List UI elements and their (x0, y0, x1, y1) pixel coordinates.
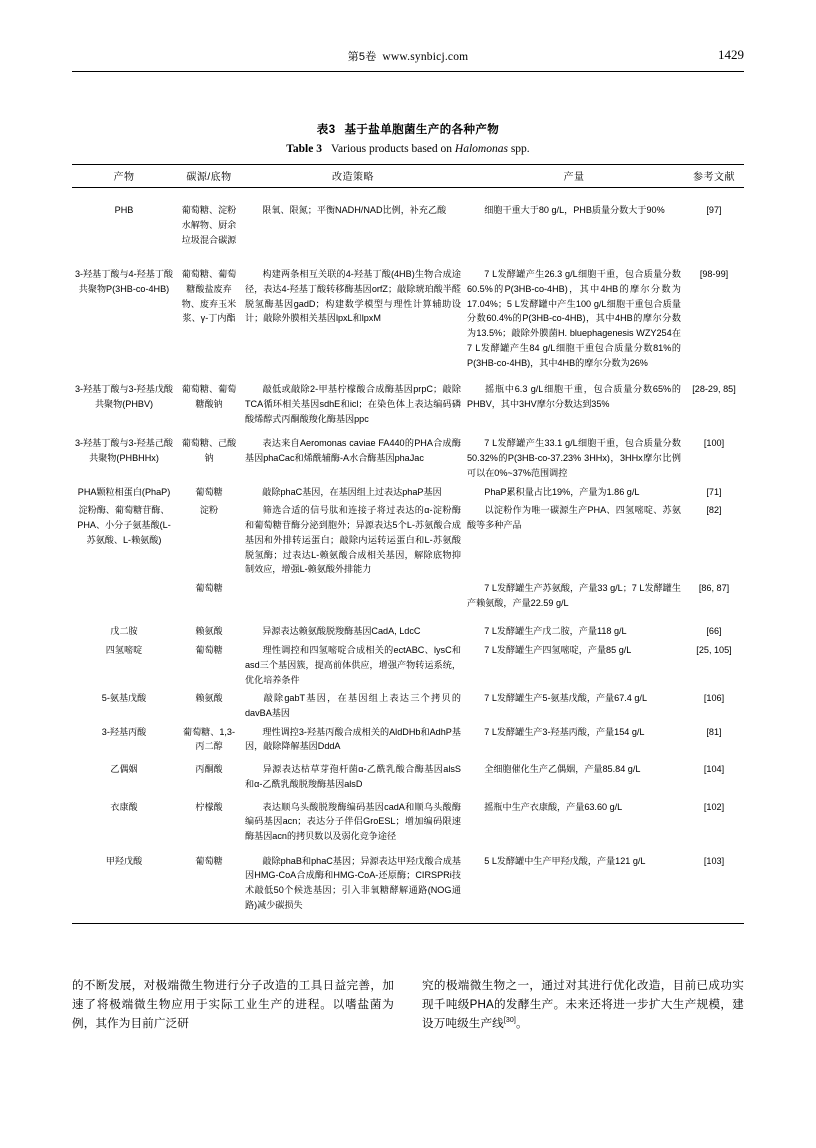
cell-strategy: 理性调控3-羟基丙酸合成相关的AldDHb和AdhP基因，敲除降解基因DddA (245, 726, 461, 752)
journal-volume: 第5卷 (347, 51, 377, 63)
cell-product: 3-羟基丁酸与3-羟基己酸共聚物(PHBHHx) (75, 438, 174, 464)
cell-reference: [66] (706, 626, 722, 637)
caption-en-title-post: spp. (507, 142, 530, 155)
cell-reference: [106] (703, 693, 725, 704)
cell-reference: [97] (706, 205, 722, 216)
journal-website: www.synbicj.com (382, 51, 469, 63)
cell-carbon: 葡萄糖、葡萄糖酸盐废弃物、废弃玉米浆、γ-丁内酯 (181, 269, 237, 324)
table-row (72, 380, 744, 428)
products-table (72, 164, 744, 924)
cell-strategy: 筛选合适的信号肽和连接子将过表达的α-淀粉酶和葡萄糖苷酶分泌到胞外；异源表达5个L-苏氨酸合成基因和外排转运蛋白；敲除内运转运蛋白和L-苏氨酸脱氢酶；过表达L-赖氨酸合成相关基因，解除底物抑制效应，增强L-赖氨酸外排能力 (245, 505, 461, 575)
table-row (72, 641, 744, 689)
cell-strategy: 构建两条相互关联的4-羟基丁酸(4HB)生物合成途径，表达4-羟基丁酸转移酶基因orfZ；敲除琥珀酸半醛脱氢酶基因gadD；构建数学模型与理性计算辅助设计；敲除外膜相关基因lpxL和lpxM (245, 269, 461, 324)
cell-reference: [71] (706, 486, 722, 497)
caption-en-title-pre: Various products based on (330, 142, 455, 155)
table-row (72, 372, 744, 380)
cell-carbon: 葡萄糖 (195, 486, 223, 497)
cell-product: 3-羟基丁酸与3-羟基戊酸共聚物(PHBV) (75, 384, 174, 410)
table-caption (72, 122, 744, 159)
header-rule (72, 71, 744, 72)
cell-reference: [28-29, 85] (692, 384, 736, 395)
table-row (72, 612, 744, 622)
body-right-period: 。 (515, 1017, 528, 1031)
page-number: 1429 (718, 47, 744, 62)
column-header-product: 产物 (113, 171, 135, 183)
page-header (72, 48, 744, 90)
cell-product (72, 579, 176, 612)
cell-yield: 摇瓶中生产衣康酸，产量63.60 g/L (484, 801, 623, 812)
cell-carbon: 丙酮酸 (195, 764, 223, 775)
document-page (0, 48, 816, 1148)
cell-strategy: 表达顺乌头酸脱羧酶编码基因cadA和顺乌头酸酶编码基因acn；表达分子伴侣GroESL；增加编码限速酶基因acn的拷贝数以及弱化竞争途径 (245, 801, 461, 841)
table-header-row (72, 164, 744, 187)
body-column-left: 的不断发展，对极端微生物进行分子改造的工具日益完善，加速了将极端微生物应用于实际工业生产的进程。以嗜盐菌为例，其作为目前广泛研 (72, 979, 394, 1031)
cell-yield: 7 L发酵罐生产四氢嘧啶，产量85 g/L (484, 645, 632, 656)
cell-carbon: 葡萄糖、1,3-丙二醇 (182, 726, 236, 752)
body-right-text: 究的极端微生物之一，通过对其进行优化改造，目前已成功实现千吨级PHA的发酵生产。未来还将进一步扩大生产规模，建设万吨级生产线 (422, 979, 744, 1031)
cell-strategy (242, 579, 464, 612)
cell-carbon: 赖氨酸 (195, 693, 223, 704)
cell-yield: 7 L发酵罐生产戊二胺，产量118 g/L (484, 626, 627, 637)
cell-yield: 7 L发酵罐产生26.3 g/L细胞干重，包合质量分数60.5%的P(3HB-co-4HB)，其中4HB的摩尔分数为17.04%；5 L发酵罐中产生100 g/L细胞干重包合质量分数60.4%的P(3HB-co-4HB)，其中4HB的摩尔分数为13.5%；敲除外膜菌H. bluephagenesis WZY254在7 L发酵罐产生84 g/L细胞干重包合质量分数81%的P(3HB-co-4HB)，其中4HB的摩尔分数为26% (467, 269, 681, 368)
cell-carbon: 葡萄糖 (195, 582, 223, 593)
cell-reference: [25, 105] (696, 645, 732, 656)
cell-carbon: 葡萄糖、淀粉水解物、厨余垃圾混合碳源 (181, 205, 237, 245)
cell-reference: [104] (703, 764, 725, 775)
table-row (72, 434, 744, 482)
cell-reference: [100] (703, 438, 725, 449)
cell-yield: 细胞干重大于80 g/L，PHB质量分数大于90% (484, 205, 665, 216)
table-row (72, 760, 744, 793)
caption-chinese (72, 122, 744, 140)
cell-carbon: 赖氨酸 (195, 626, 223, 637)
cell-strategy: 敲除phaB和phaC基因；异源表达甲羟戊酸合成基因HMG-CoA合成酶和HMG-CoA-还原酶；CIRSPRi技术敲低50个候选基因；引入非氧糖酵解通路(NOG通路)减少碳损失 (245, 855, 461, 910)
cell-yield: PhaP累积量占比19%，产量为1.86 g/L (484, 486, 640, 497)
cell-product: PHA颗粒相蛋白(PhaP) (77, 486, 171, 497)
table-row (72, 622, 744, 641)
cell-reference: [81] (706, 726, 722, 737)
caption-cn-title: 基于盐单胞菌生产的各种产物 (344, 124, 500, 136)
cell-strategy: 限氧、限氮；平衡NADH/NAD比例，补充乙酸 (262, 205, 447, 216)
cell-product: 淀粉酶、葡萄糖苷酶、PHA、小分子氨基酸(L-苏氨酸、L-赖氨酸) (77, 505, 171, 545)
cell-carbon: 葡萄糖 (195, 855, 223, 866)
column-header-ref: 参考文献 (693, 171, 735, 183)
table-bottom-rule (72, 915, 744, 924)
table-row (72, 265, 744, 372)
cell-strategy: 表达来自Aeromonas caviae FA440的PHA合成酶基因phaCac和烯酰辅酶-A水合酶基因phaJac (245, 438, 461, 464)
cell-yield: 摇瓶中6.3 g/L细胞干重，包合质量分数65%的PHBV，其中3HV摩尔分数达到35% (467, 384, 681, 410)
caption-en-label: Table 3 (286, 142, 322, 155)
cell-carbon: 淀粉 (199, 505, 219, 516)
cell-reference: [102] (703, 801, 725, 812)
header-center (72, 48, 744, 64)
cell-strategy: 异源表达赖氨酸脱羧酶基因CadA, LdcC (262, 626, 421, 637)
cell-strategy: 理性调控和四氢嘧啶合成相关的ectABC、lysC和asd三个基因簇，提高前体供应，增强产物转运系统，优化培养条件 (245, 645, 461, 685)
table-row (72, 249, 744, 265)
caption-english (72, 141, 744, 159)
body-column-right (422, 976, 744, 1034)
table-body (72, 187, 744, 923)
cell-strategy: 敲除phaC基因，在基因组上过表达phaP基因 (262, 486, 442, 497)
cell-product: 四氢嘧啶 (105, 645, 143, 656)
table-row (72, 579, 744, 612)
table-row (72, 689, 744, 722)
cell-yield: 7 L发酵罐生产5-氨基戊酸，产量67.4 g/L (484, 693, 648, 704)
cell-product: 3-羟基丙酸 (101, 726, 147, 737)
citation-ref: [30] (503, 1017, 516, 1025)
table-row (72, 852, 744, 915)
cell-strategy: 敲低或敲除2-甲基柠檬酸合成酶基因prpC；敲除TCA循环相关基因sdhE和icl；在染色体上表达编码磷酸烯醇式丙酮酸羧化酶基因ppc (245, 384, 461, 424)
cell-strategy: 敲除gabT基因，在基因组上表达三个拷贝的davBA基因 (245, 693, 461, 718)
caption-en-genus: Halomonas (454, 142, 508, 155)
cell-product: PHB (114, 205, 134, 216)
table-row (72, 723, 744, 756)
column-header-carbon: 碳源/底物 (186, 171, 232, 183)
table-row (72, 798, 744, 846)
cell-product: 乙偶姻 (110, 764, 138, 775)
column-header-strategy: 改造策略 (332, 171, 374, 183)
cell-yield: 以淀粉作为唯一碳源生产PHA、四氢嘧啶、苏氨酸等多种产品 (467, 505, 681, 531)
cell-product: 衣康酸 (110, 801, 138, 812)
cell-product: 甲羟戊酸 (105, 855, 143, 866)
cell-carbon: 葡萄糖、己酸钠 (181, 438, 237, 464)
cell-reference: [103] (703, 855, 725, 866)
body-text (72, 976, 744, 1034)
cell-yield: 5 L发酵罐中生产甲羟戊酸，产量121 g/L (484, 855, 646, 866)
cell-strategy: 异源表达枯草芽孢杆菌α-乙酰乳酸合酶基因alsS和α-乙酰乳酸脱羧酶基因alsD (245, 764, 461, 789)
cell-yield: 7 L发酵罐产生33.1 g/L细胞干重，包合质量分数50.32%的P(3HB-co-37.23% 3HHx)，3HHx摩尔比例可以在0%~37%范围调控 (467, 438, 681, 478)
cell-yield: 7 L发酵罐生产3-羟基丙酸，产量154 g/L (484, 726, 645, 737)
caption-cn-label: 表3 (316, 124, 336, 136)
cell-reference: [82] (706, 505, 722, 516)
cell-yield: 全细胞催化生产乙偶姻，产量85.84 g/L (484, 764, 641, 775)
table-head (72, 164, 744, 187)
table-row (72, 501, 744, 579)
cell-reference: [86, 87] (698, 582, 730, 593)
cell-product: 戊二胺 (110, 626, 138, 637)
cell-product: 5-氨基戊酸 (101, 693, 147, 704)
cell-yield: 7 L发酵罐生产苏氨酸，产量33 g/L；7 L发酵罐生产赖氨酸，产量22.59 g/L (467, 582, 681, 608)
cell-carbon: 柠檬酸 (195, 801, 223, 812)
cell-product: 3-羟基丁酸与4-羟基丁酸共聚物P(3HB-co-4HB) (75, 269, 174, 294)
table-row (72, 201, 744, 249)
table-row (72, 187, 744, 201)
cell-carbon: 葡萄糖 (195, 645, 223, 656)
column-header-yield: 产量 (563, 171, 585, 183)
cell-reference: [98-99] (699, 269, 729, 280)
cell-carbon: 葡萄糖、葡萄糖酸钠 (181, 384, 237, 410)
table-row (72, 483, 744, 502)
